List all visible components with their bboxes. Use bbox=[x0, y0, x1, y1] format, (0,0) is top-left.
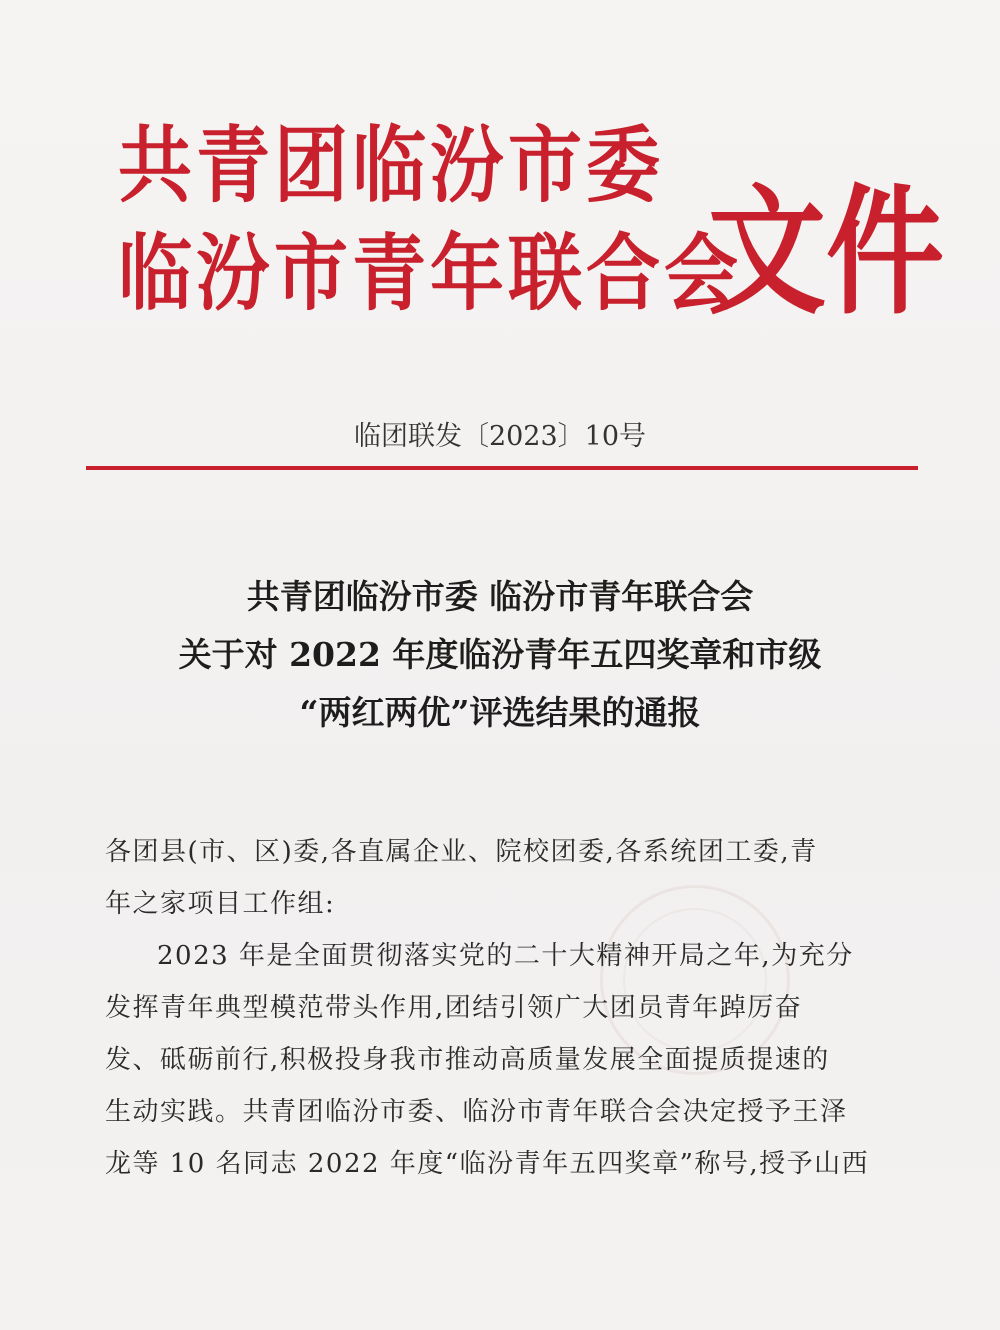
address-line: 各团县(市、区)委,各直属企业、院校团委,各系统团工委,青 bbox=[105, 837, 818, 867]
paragraph-line: 龙等 10 名同志 2022 年度“临汾青年五四奖章”称号,授予山西 bbox=[105, 1149, 870, 1179]
masthead-line-2: 临汾市青年联合会 bbox=[118, 225, 742, 323]
masthead bbox=[118, 100, 945, 334]
paragraph-line: 生动实践。共青团临汾市委、临汾市青年联合会决定授予王泽 bbox=[105, 1097, 848, 1127]
masthead-line-1: 共青团临汾市委 bbox=[118, 117, 664, 215]
document-body bbox=[105, 826, 895, 1190]
title-line-3: “两红两优”评选结果的通报 bbox=[299, 693, 701, 732]
title-line-2: 关于对 2022 年度临汾青年五四奖章和市级 bbox=[178, 635, 822, 674]
paragraph-line: 2023 年是全面贯彻落实党的二十大精神开局之年,为充分 bbox=[157, 941, 854, 971]
red-divider bbox=[86, 466, 918, 470]
address-line: 年之家项目工作组: bbox=[105, 889, 336, 919]
masthead-suffix: 文件 bbox=[708, 169, 945, 334]
document-number: 临团联发〔2023〕10号 bbox=[353, 421, 647, 452]
paragraph-line: 发、砥砺前行,积极投身我市推动高质量发展全面提质提速的 bbox=[105, 1045, 830, 1075]
document-title bbox=[0, 568, 1000, 742]
paragraph-line: 发挥青年典型模范带头作用,团结引领广大团员青年踔厉奋 bbox=[105, 993, 803, 1023]
title-line-1: 共青团临汾市委 临汾市青年联合会 bbox=[246, 577, 754, 616]
